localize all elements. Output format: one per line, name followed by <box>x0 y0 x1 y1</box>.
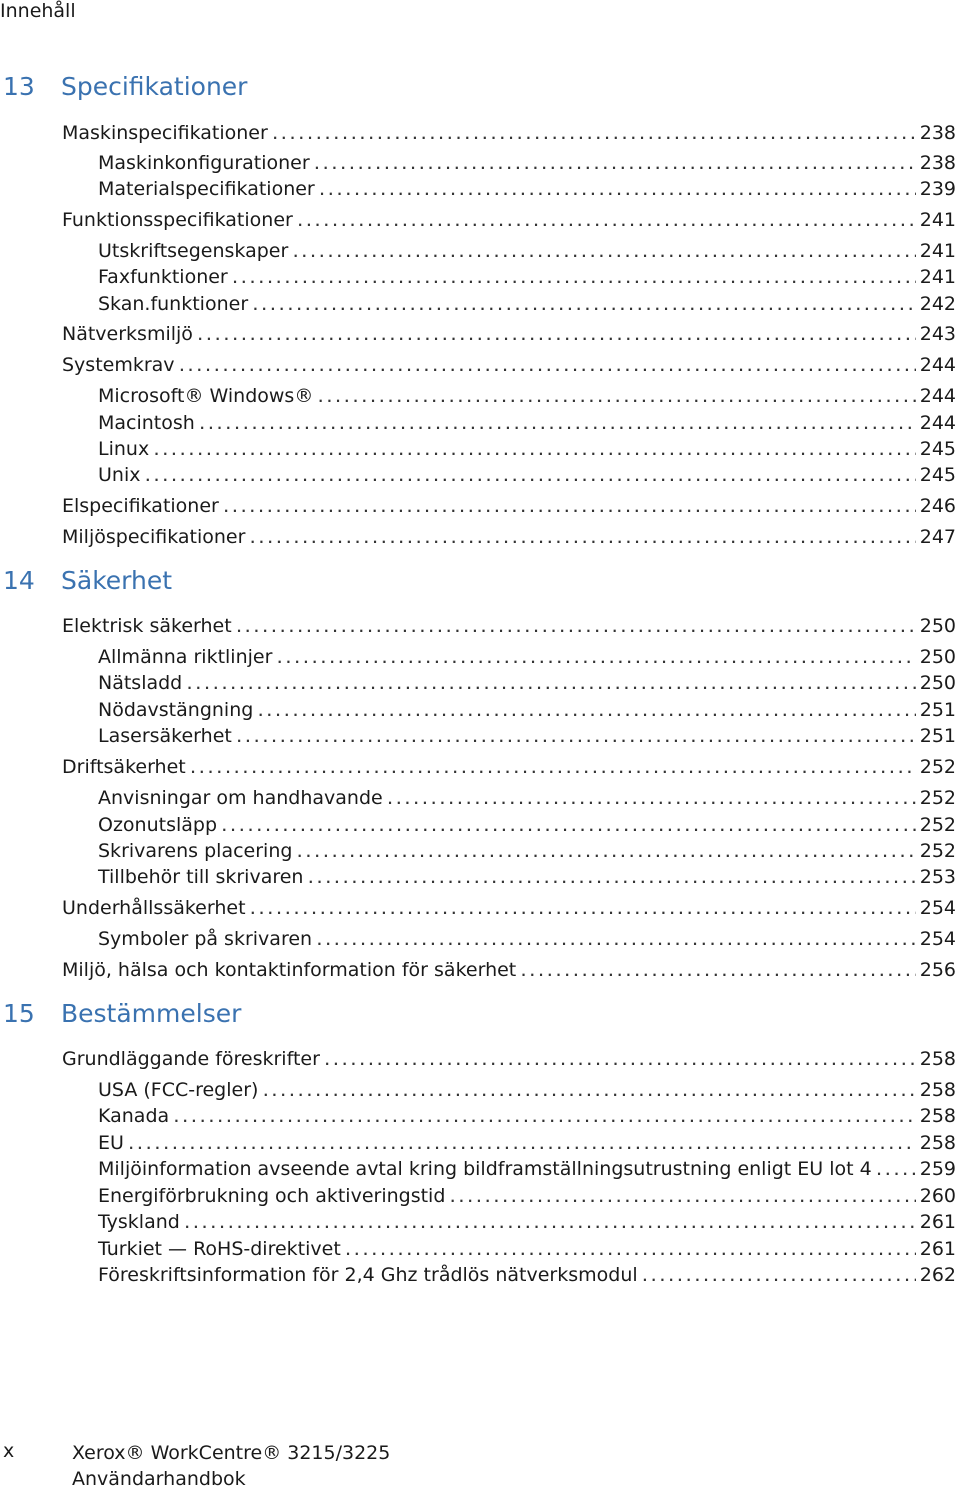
toc-entry-page: 258 <box>919 1105 956 1127</box>
toc-entry-title: Tyskland <box>98 1211 180 1233</box>
toc-entry-page: 243 <box>919 323 956 345</box>
dot-leader <box>233 272 916 286</box>
toc-entry-title: Systemkrav <box>62 354 175 376</box>
toc-entry-title: Unix <box>98 464 141 486</box>
toc-entry-title: Maskinspecifikationer <box>62 122 268 144</box>
toc-entry-title: Materialspecifikationer <box>98 178 315 200</box>
toc-entry-page: 239 <box>919 178 956 200</box>
dot-leader <box>154 444 916 458</box>
dot-leader <box>237 621 916 635</box>
toc-entry-title: Elspecifikationer <box>62 495 219 517</box>
toc-entry-title: Driftsäkerhet <box>62 756 186 778</box>
toc-entry[interactable] <box>98 928 956 950</box>
dot-leader <box>222 820 916 834</box>
toc-entry-page: 247 <box>919 526 956 548</box>
toc-entry-page: 244 <box>919 385 956 407</box>
toc-entry-title: Miljöinformation avseende avtal kring bildframställningsutrustning enligt EU lot 4 <box>98 1158 872 1180</box>
toc-entry[interactable] <box>98 646 956 668</box>
footer-page-number: x <box>3 1440 15 1462</box>
toc-entry[interactable] <box>62 495 956 517</box>
dot-leader <box>298 215 916 229</box>
toc-entry[interactable] <box>98 152 956 174</box>
toc-entry-page: 252 <box>919 787 956 809</box>
toc-entry[interactable] <box>98 1211 956 1233</box>
toc-entry-title: Skan.funktioner <box>98 293 249 315</box>
toc-entry[interactable] <box>98 1185 956 1207</box>
toc-entry-page: 262 <box>919 1264 956 1286</box>
toc-entry[interactable] <box>62 1048 956 1070</box>
dot-leader <box>237 731 916 745</box>
toc-entry-page: 258 <box>919 1048 956 1070</box>
page-header: Innehåll <box>0 0 76 22</box>
dot-leader <box>224 501 916 515</box>
toc-entry-title: Funktionsspecifikationer <box>62 209 293 231</box>
toc-entry[interactable] <box>62 209 956 231</box>
toc-entry-page: 258 <box>919 1079 956 1101</box>
toc-entry-page: 241 <box>919 240 956 262</box>
toc-entry-page: 252 <box>919 840 956 862</box>
toc-entry[interactable] <box>62 756 956 778</box>
toc-entry-page: 250 <box>919 672 956 694</box>
dot-leader <box>325 1054 916 1068</box>
toc-entry-page: 258 <box>919 1132 956 1154</box>
toc-entry-title: Nätverksmiljö <box>62 323 193 345</box>
dot-leader <box>388 793 916 807</box>
dot-leader <box>450 1191 915 1205</box>
toc-entry-page: 251 <box>919 699 956 721</box>
dot-leader <box>191 762 916 776</box>
toc-entry-title: Macintosh <box>98 412 195 434</box>
dot-leader <box>174 1111 916 1125</box>
toc-entry[interactable] <box>98 1132 956 1154</box>
toc-entry[interactable] <box>98 412 956 434</box>
dot-leader <box>308 872 915 886</box>
toc-entry-page: 252 <box>919 814 956 836</box>
toc-entry[interactable] <box>98 1264 956 1286</box>
chapter-number: 15 <box>3 998 35 1028</box>
toc-entry-title: Utskriftsegenskaper <box>98 240 289 262</box>
toc-entry-page: 250 <box>919 615 956 637</box>
dot-leader <box>258 705 915 719</box>
toc-entry[interactable] <box>98 1079 956 1101</box>
dot-leader <box>129 1138 916 1152</box>
toc-entry-title: Kanada <box>98 1105 170 1127</box>
toc-entry-title: Ozonutsläpp <box>98 814 218 836</box>
dot-leader <box>297 846 915 860</box>
footer-product-name: Xerox® WorkCentre® 3215/3225 <box>72 1442 391 1464</box>
dot-leader <box>200 418 916 432</box>
toc-entry[interactable] <box>62 959 956 981</box>
toc-entry-title: Elektrisk säkerhet <box>62 615 232 637</box>
toc-entry-title: Grundläggande föreskrifter <box>62 1048 320 1070</box>
toc-entry-title: Nödavstängning <box>98 699 254 721</box>
dot-leader <box>273 128 916 142</box>
toc-entry-page: 244 <box>919 354 956 376</box>
toc-entry-title: USA (FCC-regler) <box>98 1079 259 1101</box>
dot-leader <box>250 532 915 546</box>
toc-entry[interactable] <box>98 385 956 407</box>
toc-entry-title: EU <box>98 1132 124 1154</box>
chapter-title: Säkerhet <box>61 565 173 595</box>
toc-entry-title: Miljöspecifikationer <box>62 526 246 548</box>
toc-entry-page: 261 <box>919 1211 956 1233</box>
dot-leader <box>318 391 915 405</box>
toc-entry-page: 254 <box>919 928 956 950</box>
dot-leader <box>198 329 916 343</box>
toc-entry[interactable] <box>98 1158 956 1180</box>
toc-entry[interactable] <box>98 293 956 315</box>
toc-entry-title: Maskinkonfigurationer <box>98 152 310 174</box>
toc-entry-title: Anvisningar om handhavande <box>98 787 383 809</box>
dot-leader <box>320 184 916 198</box>
dot-leader <box>521 965 915 979</box>
toc-entry-page: 238 <box>919 122 956 144</box>
dot-leader <box>253 299 916 313</box>
toc-entry[interactable] <box>62 526 956 548</box>
toc-entry[interactable] <box>98 699 956 721</box>
toc-entry-page: 241 <box>919 209 956 231</box>
toc-entry-page: 250 <box>919 646 956 668</box>
toc-entry[interactable] <box>98 866 956 888</box>
chapter-title: Bestämmelser <box>61 998 242 1028</box>
toc-entry-title: Microsoft® Windows® <box>98 385 314 407</box>
toc-entry-page: 238 <box>919 152 956 174</box>
chapter-heading[interactable] <box>3 66 247 106</box>
toc-entry-title: Lasersäkerhet <box>98 725 232 747</box>
dot-leader <box>185 1217 916 1231</box>
dot-leader <box>346 1244 916 1258</box>
toc-entry[interactable] <box>98 464 956 486</box>
toc-entry[interactable] <box>62 897 956 919</box>
dot-leader <box>315 158 916 172</box>
toc-entry-title: Tillbehör till skrivaren <box>98 866 304 888</box>
toc-entry-page: 245 <box>919 464 956 486</box>
toc-entry-title: Skrivarens placering <box>98 840 293 862</box>
toc-entry[interactable] <box>98 438 956 460</box>
toc-entry-title: Symboler på skrivaren <box>98 928 313 950</box>
toc-entry-page: 251 <box>919 725 956 747</box>
toc-entry[interactable] <box>98 240 956 262</box>
toc-entry-page: 246 <box>919 495 956 517</box>
toc-entry[interactable] <box>98 1238 956 1260</box>
dot-leader <box>877 1164 916 1178</box>
chapter-heading[interactable] <box>3 560 172 600</box>
toc-entry-page: 242 <box>919 293 956 315</box>
dot-leader <box>277 652 915 666</box>
toc-entry-title: Faxfunktioner <box>98 266 228 288</box>
toc-entry-title: Turkiet — RoHS-direktivet <box>98 1238 341 1260</box>
dot-leader <box>187 678 915 692</box>
toc-entry-page: 254 <box>919 897 956 919</box>
chapter-title: Specifikationer <box>61 71 248 101</box>
toc-entry-page: 261 <box>919 1238 956 1260</box>
chapter-number: 14 <box>3 565 35 595</box>
toc-entry[interactable] <box>98 814 956 836</box>
toc-entry-page: 241 <box>919 266 956 288</box>
toc-entry-title: Allmänna riktlinjer <box>98 646 273 668</box>
dot-leader <box>145 470 915 484</box>
toc-entry-title: Nätsladd <box>98 672 183 694</box>
toc-entry-page: 244 <box>919 412 956 434</box>
dot-leader <box>251 903 916 917</box>
toc-entry-page: 259 <box>919 1158 956 1180</box>
toc-entry-title: Energiförbrukning och aktiveringstid <box>98 1185 446 1207</box>
chapter-heading[interactable] <box>3 993 241 1033</box>
toc-entry-page: 256 <box>919 959 956 981</box>
toc-entry[interactable] <box>98 725 956 747</box>
dot-leader <box>263 1085 915 1099</box>
toc-entry[interactable] <box>98 266 956 288</box>
footer-document-name: Användarhandbok <box>72 1468 246 1490</box>
toc-entry[interactable] <box>62 122 956 144</box>
toc-entry[interactable] <box>62 354 956 376</box>
toc-entry[interactable] <box>98 178 956 200</box>
dot-leader <box>317 934 916 948</box>
toc-entry-page: 252 <box>919 756 956 778</box>
footer-product-info <box>72 1440 390 1492</box>
toc-entry[interactable] <box>98 1105 956 1127</box>
toc-entry[interactable] <box>62 615 956 637</box>
toc-entry-title: Föreskriftsinformation för 2,4 Ghz trådlös nätverksmodul <box>98 1264 638 1286</box>
dot-leader <box>643 1270 916 1284</box>
toc-entry-title: Linux <box>98 438 150 460</box>
toc-entry-title: Miljö, hälsa och kontaktinformation för säkerhet <box>62 959 517 981</box>
dot-leader <box>180 360 916 374</box>
dot-leader <box>293 246 915 260</box>
toc-entry[interactable] <box>98 672 956 694</box>
toc-entry[interactable] <box>62 323 956 345</box>
toc-entry[interactable] <box>98 840 956 862</box>
toc-entry-page: 260 <box>919 1185 956 1207</box>
chapter-number: 13 <box>3 71 35 101</box>
toc-entry-page: 245 <box>919 438 956 460</box>
toc-entry[interactable] <box>98 787 956 809</box>
toc-entry-page: 253 <box>919 866 956 888</box>
toc-entry-title: Underhållssäkerhet <box>62 897 246 919</box>
